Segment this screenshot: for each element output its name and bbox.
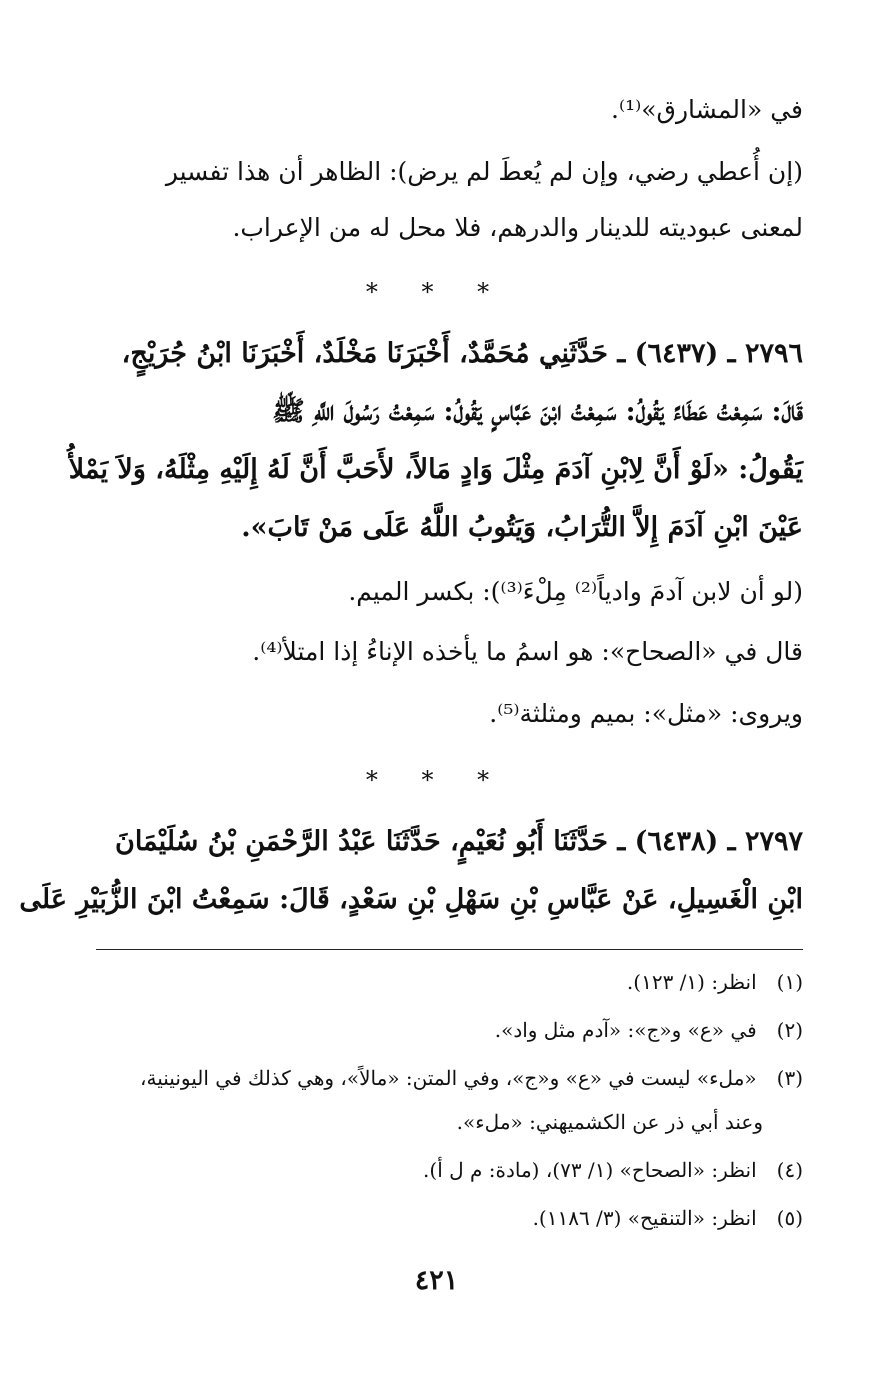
- commentary-line: لمعنى عبوديته للدينار والدرهم، فلا محل له من الإعراب.: [232, 213, 803, 242]
- commentary-line: (إن أُعطي رضي، وإن لم يُعطَ لم يرض): الظاهر أن هذا تفسير: [165, 157, 803, 186]
- footnote-text: «ملء» ليست في «ع» و«ج»، وفي المتن: «مالاً»، وهي كذلك في اليونينية،: [140, 1066, 757, 1090]
- footnote: [80, 1018, 803, 1042]
- footnote: [80, 1206, 803, 1230]
- footnote-text: في «ع» و«ج»: «آدم مثل واد».: [494, 1018, 757, 1042]
- section-separator: * * *: [365, 278, 508, 306]
- footnote-number: (١): [776, 970, 803, 994]
- footnote-divider: [96, 949, 803, 950]
- hadith-line: ابْنِ الْغَسِيلِ، عَنْ عَبَّاسِ بْنِ سَهْلِ بْنِ سَعْدٍ، قَالَ: سَمِعْتُ ابْنَ الزُّبَيْرِ عَلَى: [19, 884, 803, 915]
- footnote-text: انظر: «الصحاح» (١/ ٧٣)، (مادة: م ل أ).: [423, 1158, 757, 1182]
- text-line: في «المشارق»⁽¹⁾.: [611, 95, 803, 124]
- footnote-text: انظر: (١/ ١٢٣).: [626, 970, 757, 994]
- commentary-line: ويروى: «مثل»: بميم ومثلثة⁽⁵⁾.: [489, 699, 803, 728]
- footnote-number: (٤): [776, 1158, 803, 1182]
- hadith-line: ٢٧٩٧ ـ (٦٤٣٨) ـ حَدَّثَنَا أَبُو نُعَيْمٍ، حَدَّثَنَا عَبْدُ الرَّحْمَنِ بْنُ سُلَيْمَانَ: [114, 826, 803, 857]
- page-number: ٤٢١: [414, 1265, 459, 1296]
- hadith-line: ٢٧٩٦ ـ (٦٤٣٧) ـ حَدَّثَنِي مُحَمَّدٌ، أَخْبَرَنَا مَخْلَدٌ، أَخْبَرَنَا ابْنُ جُرَيْجٍ،: [121, 338, 803, 369]
- footnote: [80, 970, 803, 994]
- section-separator: * * *: [365, 766, 508, 794]
- footnote-number: (٥): [776, 1206, 803, 1230]
- commentary-line: قال في «الصحاح»: هو اسمُ ما يأخذه الإناءُ إذا امتلأ⁽⁴⁾.: [252, 637, 803, 666]
- hadith-line: قَالَ: سَمِعْتُ عَطَاءً يَقُولُ: سَمِعْتُ ابْنَ عَبَّاسٍ يَقُولُ: سَمِعْتُ رَسُولَ اللَّهِ ﷺ: [272, 396, 803, 427]
- commentary-line: (لو أن لابن آدمَ وادياً⁽²⁾ مِلْءَ⁽³⁾): بكسر الميم.: [348, 577, 803, 606]
- footnote-text: انظر: «التنقيح» (٣/ ١١٨٦).: [532, 1206, 757, 1230]
- footnote: [80, 1158, 803, 1182]
- hadith-line: يَقُولُ: «لَوْ أَنَّ لِابْنِ آدَمَ مِثْلَ وَادٍ مَالاً، لأَحَبَّ أَنَّ لَهُ إِلَيْهِ مِثْلَهُ، وَلاَ يَمْلأُ: [68, 454, 803, 485]
- footnote: [80, 1066, 803, 1090]
- hadith-line: عَيْنَ ابْنِ آدَمَ إِلاَّ التُّرَابُ، وَيَتُوبُ اللَّهُ عَلَى مَنْ تَابَ».: [241, 512, 803, 543]
- footnote-number: (٢): [776, 1018, 803, 1042]
- footnote-continuation: وعند أبي ذر عن الكشميهني: «ملء».: [456, 1110, 763, 1134]
- footnote-number: (٣): [776, 1066, 803, 1090]
